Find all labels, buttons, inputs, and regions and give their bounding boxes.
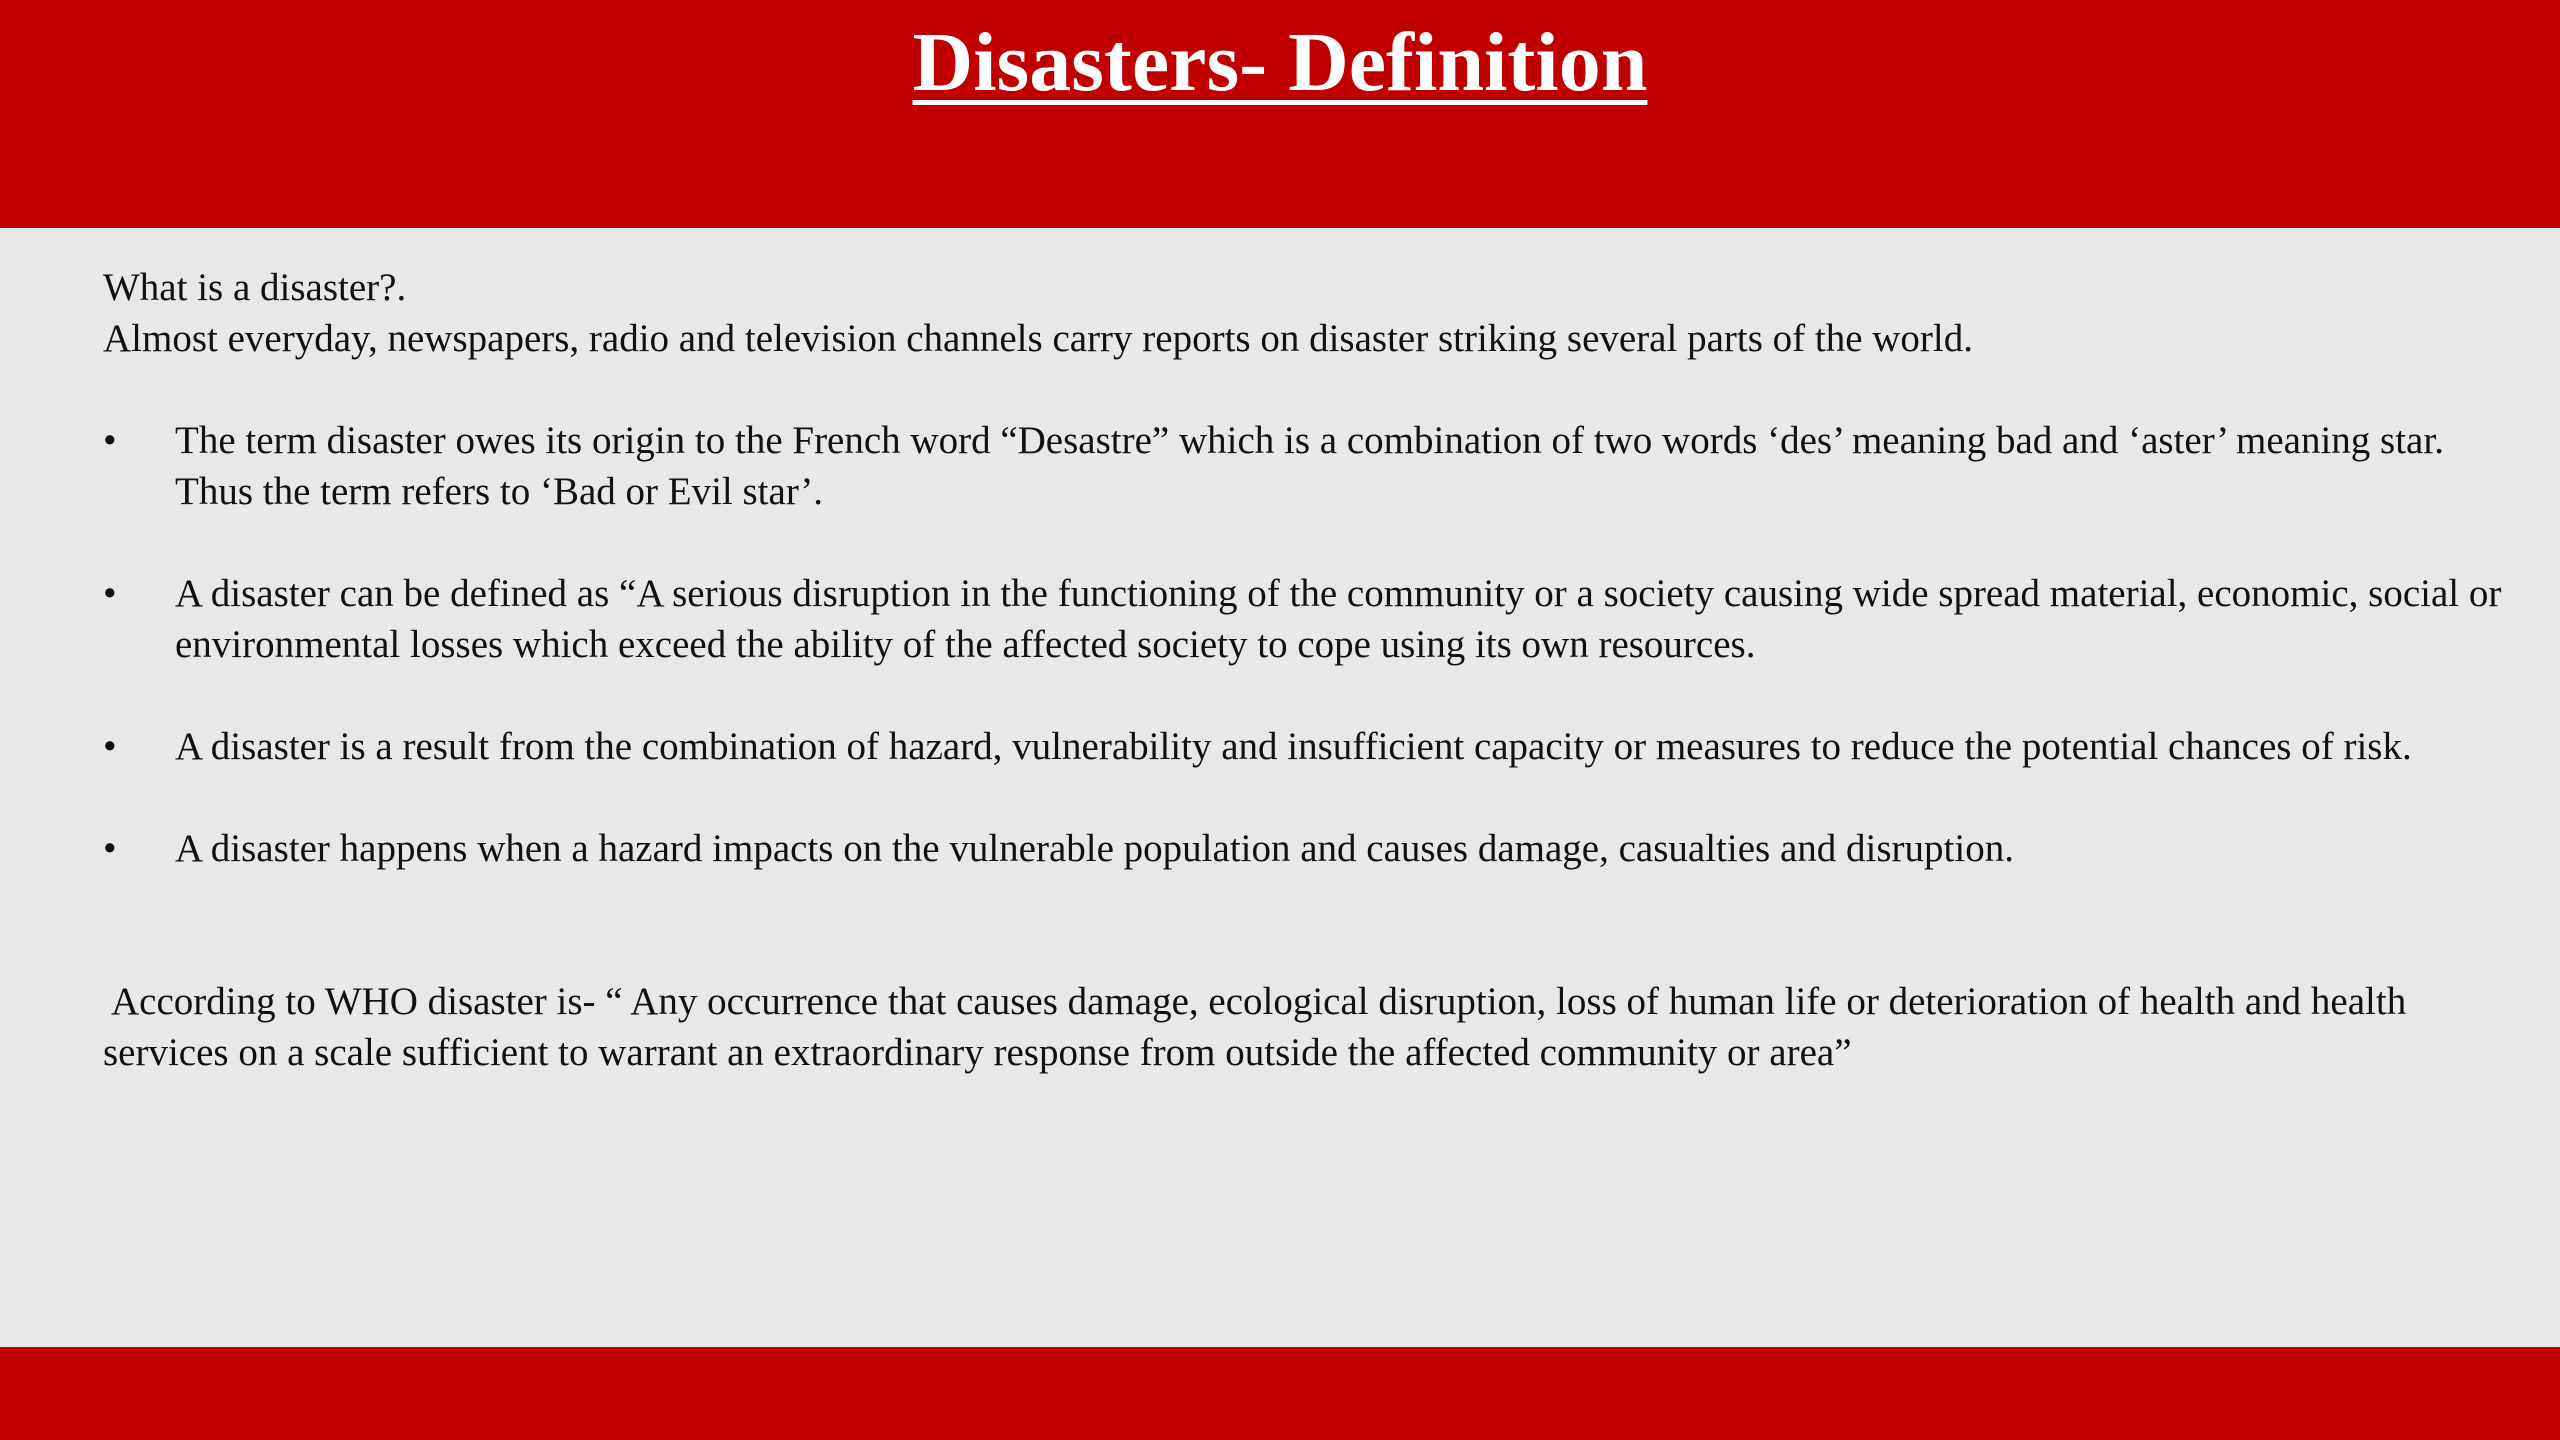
header-band	[0, 0, 2560, 228]
bullet-item-impact	[103, 823, 2523, 874]
bullet-icon: •	[103, 572, 117, 615]
bullet-list	[103, 415, 2523, 874]
bullet-text: A disaster is a result from the combination of hazard, vulnerability and insufficient capacity or measures to reduce the potential chances of risk.	[175, 725, 2412, 768]
bullet-icon: •	[103, 827, 117, 870]
intro-line: Almost everyday, newspapers, radio and television channels carry reports on disaster striking several parts of the world.	[103, 317, 1974, 360]
bullet-icon: •	[103, 419, 117, 462]
footer-band	[0, 1347, 2560, 1440]
who-definition: According to WHO disaster is- “ Any occurrence that causes damage, ecological disruption, loss of human life or deterioration of health and health services on a scale sufficient to warrant an extraordinary response from outside the affected community or area”	[103, 980, 2407, 1074]
slide-title: Disasters- Definition	[912, 16, 1648, 109]
slide-content	[103, 262, 2523, 1078]
bullet-text: A disaster happens when a hazard impacts on the vulnerable population and causes damage, casualties and disruption.	[175, 827, 2014, 870]
bullet-item-definition	[103, 568, 2523, 670]
bullet-icon: •	[103, 725, 117, 768]
bullet-text: The term disaster owes its origin to the French word “Desastre” which is a combination of two words ‘des’ meaning bad and ‘aster’ meaning star. Thus the term refers to ‘Bad or Evil star’.	[175, 419, 2444, 513]
bullet-item-combination	[103, 721, 2523, 772]
intro-block	[103, 262, 2523, 364]
bullet-text: A disaster can be defined as “A serious disruption in the functioning of the community or a society causing wide spread material, economic, social or environmental losses which exceed the ability of the affected society to cope using its own resources.	[175, 572, 2502, 666]
bullet-item-origin	[103, 415, 2523, 517]
intro-question: What is a disaster?.	[103, 266, 407, 309]
